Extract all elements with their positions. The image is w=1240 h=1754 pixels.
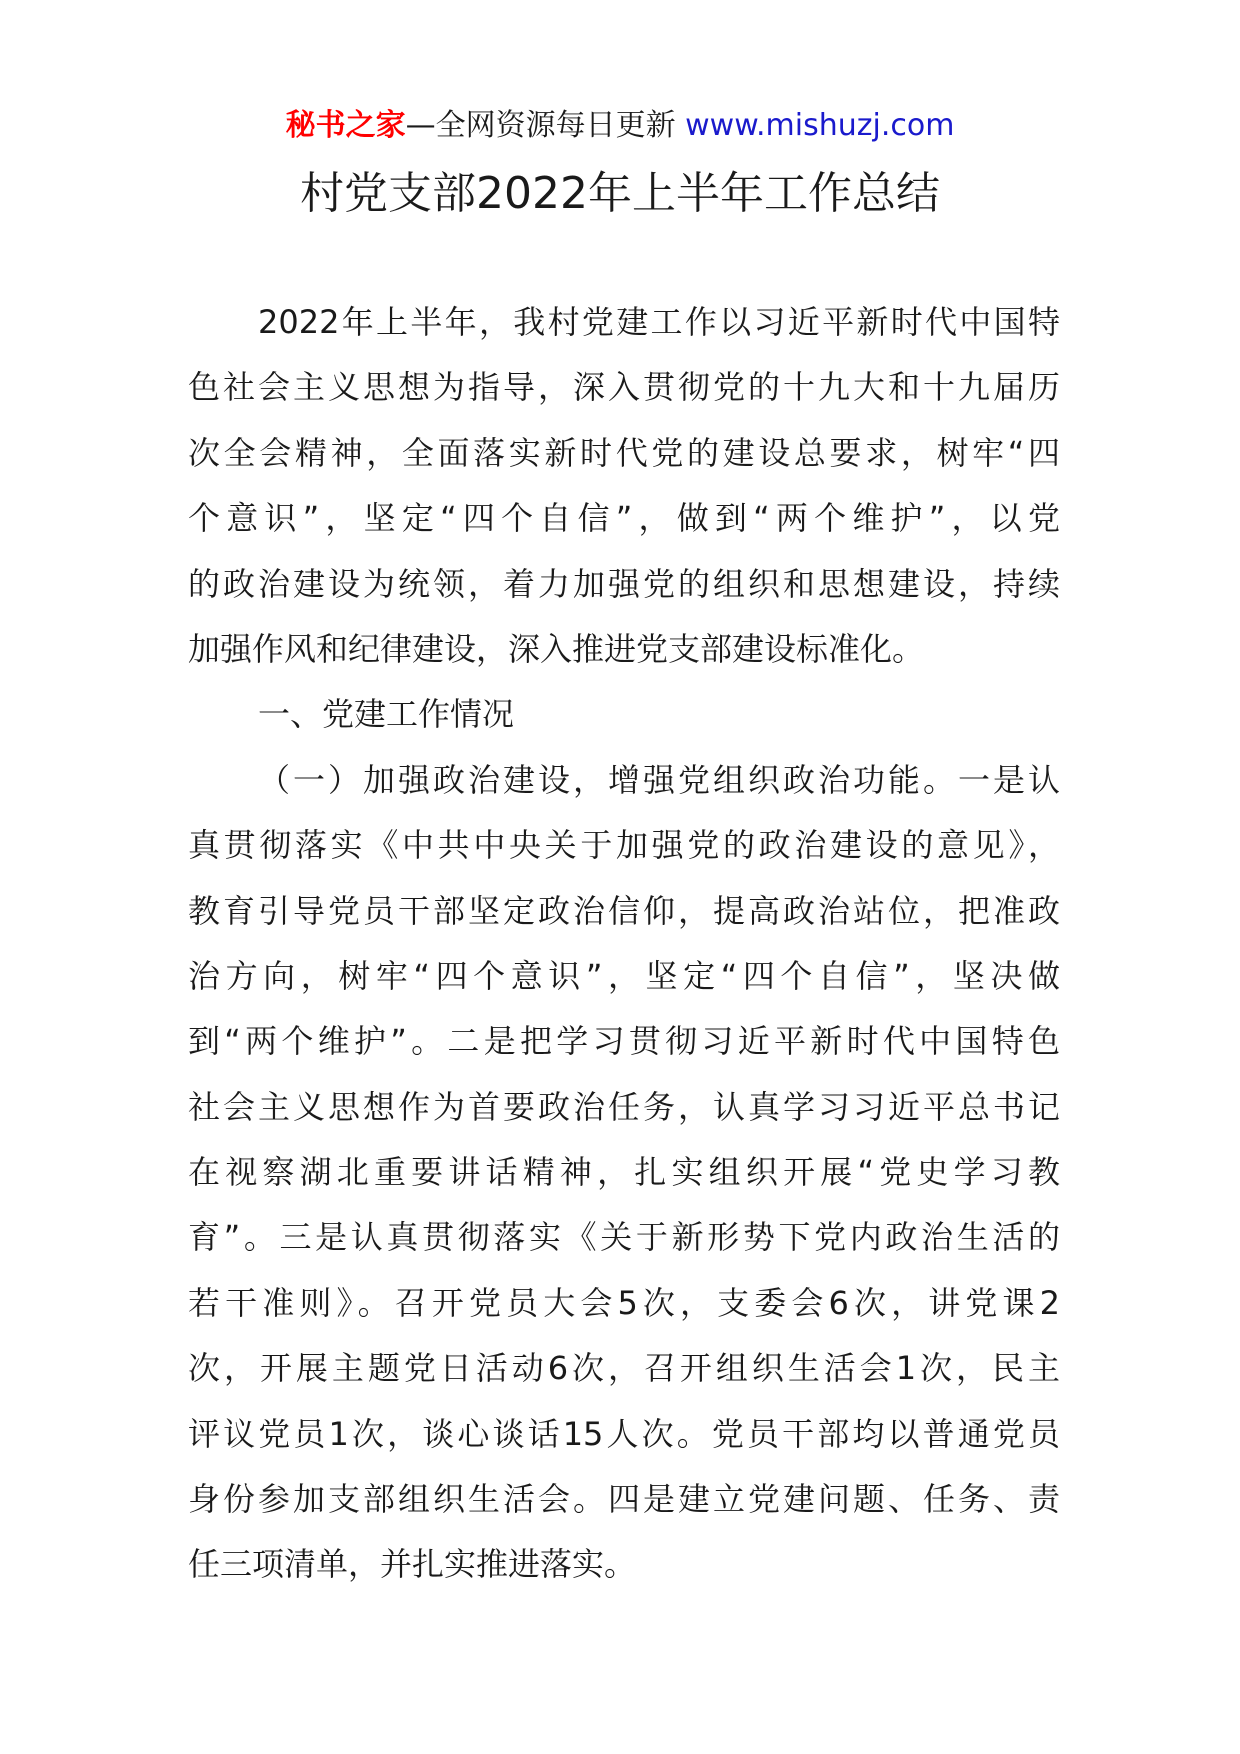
text-line: 评议党员1次，谈心谈话15人次。党员干部均以普通党员 bbox=[188, 1414, 1060, 1453]
text-line: 的政治建设为统领，着力加强党的组织和思想建设，持续 bbox=[188, 564, 1060, 603]
text-line: 若干准则》。召开党员大会5次，支委会6次，讲党课2 bbox=[188, 1283, 1060, 1322]
text-line: 育”。三是认真贯彻落实《关于新形势下党内政治生活的 bbox=[188, 1218, 1060, 1257]
text-line: 真贯彻落实《中共中央关于加强党的政治建设的意见》， bbox=[188, 826, 1060, 865]
text-line: （一）加强政治建设，增强党组织政治功能。一是认 bbox=[258, 760, 1060, 799]
text-line: 次全会精神，全面落实新时代党的建设总要求，树牢“四 bbox=[188, 433, 1060, 472]
text-line: 治方向，树牢“四个意识”，坚定“四个自信”，坚决做 bbox=[188, 956, 1060, 995]
text-line: 社会主义思想作为首要政治任务，认真学习习近平总书记 bbox=[188, 1087, 1060, 1126]
website-link[interactable]: www.mishuzj.com bbox=[685, 108, 955, 143]
brand-name: 秘书之家 bbox=[285, 108, 406, 143]
text-line: 到“两个维护”。二是把学习贯彻习近平新时代中国特色 bbox=[188, 1022, 1060, 1061]
watermark-header bbox=[0, 98, 1240, 154]
text-line: 2022年上半年，我村党建工作以习近平新时代中国特 bbox=[258, 303, 1060, 341]
text-line: 次，开展主题党日活动6次，召开组织生活会1次，民主 bbox=[188, 1349, 1060, 1388]
document-title: 村党支部2022年上半年工作总结 bbox=[300, 168, 940, 219]
text-line: 在视察湖北重要讲话精神，扎实组织开展“党史学习教 bbox=[188, 1153, 1060, 1192]
text-line: 教育引导党员干部坚定政治信仰，提高政治站位，把准政 bbox=[188, 891, 1060, 930]
text-line: 色社会主义思想为指导，深入贯彻党的十九大和十九届历 bbox=[188, 368, 1060, 407]
document-body bbox=[188, 290, 1060, 1598]
text-line: 一、党建工作情况 bbox=[258, 695, 515, 734]
text-line: 加强作风和纪律建设，深入推进党支部建设标准化。 bbox=[188, 629, 925, 668]
text-line: 身份参加支部组织生活会。四是建立党建问题、任务、责 bbox=[188, 1480, 1060, 1519]
text-line: 任三项清单，并扎实推进落实。 bbox=[188, 1545, 637, 1584]
text-line: 个意识”，坚定“四个自信”，做到“两个维护”，以党 bbox=[188, 499, 1060, 538]
header-tagline: —全网资源每日更新 bbox=[405, 108, 676, 143]
